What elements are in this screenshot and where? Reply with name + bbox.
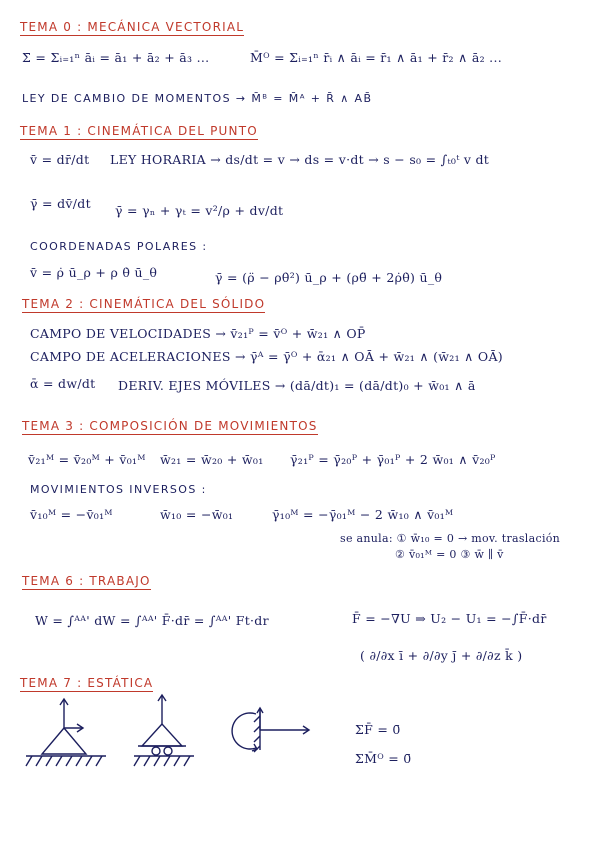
formula-velocity-field: CAMPO DE VELOCIDADES → v̄₂₁ᴾ = v̄ᴼ + w̄₂₁ ∧ OP̄ bbox=[30, 326, 366, 341]
section-title-tema-0: TEMA 0 : MECÁNICA VECTORIAL bbox=[20, 20, 245, 34]
formula-angular-composition: w̄₂₁ = w̄₂₀ + w̄₀₁ bbox=[160, 452, 264, 467]
fixed-embedment-diagram bbox=[228, 706, 318, 756]
section-title-tema-6: TEMA 6 : TRABAJO bbox=[22, 574, 151, 588]
formula-velocity: v̄ = dr̄/dt bbox=[30, 152, 90, 167]
formula-resultant: Σ̄ = Σᵢ₌₁ⁿ āᵢ = ā₁ + ā₂ + ā₃ ... bbox=[22, 50, 210, 65]
formula-work: W = ∫ᴬᴬ' dW = ∫ᴬᴬ' F̄·dr̄ = ∫ᴬᴬ' Ft·dr bbox=[35, 613, 269, 628]
formula-potential: F̄ = −∇̄U ⇒ U₂ − U₁ = −∫F̄·dr̄ bbox=[352, 611, 547, 626]
vanish-condition-1: se anula: ① w̄₁₀ = 0 → mov. traslación bbox=[340, 532, 561, 545]
vanish-condition-2: ② v̄₀₁ᴹ = 0 ③ w̄ ∥ v̄ bbox=[395, 548, 504, 561]
fixed-pin-support-diagram bbox=[20, 694, 110, 774]
formula-moving-axes: DERIV. EJES MÓVILES → (dā/dt)₁ = (dā/dt)₀ + w̄₀₁ ∧ ā bbox=[118, 378, 476, 393]
formula-inverse-acceleration: γ̄₁₀ᴹ = −γ̄₀₁ᴹ − 2 w̄₁₀ ∧ v̄₀₁ᴹ bbox=[272, 507, 454, 522]
formula-angular-acceleration: ᾱ = dw/dt bbox=[30, 376, 96, 391]
formula-acceleration-composition: γ̄₂₁ᴾ = γ̄₂₀ᴾ + γ̄₀₁ᴾ + 2 w̄₀₁ ∧ v̄₂₀ᴾ bbox=[290, 452, 496, 467]
formula-inverse-angular: w̄₁₀ = −w̄₀₁ bbox=[160, 507, 234, 522]
section-title-tema-3: TEMA 3 : COMPOSICIÓN DE MOVIMIENTOS bbox=[22, 419, 318, 433]
formula-intrinsic-acceleration: γ̄ = γₙ + γₜ = v²/ρ + dv/dt bbox=[115, 203, 284, 218]
inverse-movements-label: MOVIMIENTOS INVERSOS : bbox=[30, 483, 207, 496]
formula-nabla: ( ∂/∂x ī + ∂/∂y j̄ + ∂/∂z k̄ ) bbox=[360, 648, 523, 663]
formula-moment: M̄ᴼ = Σᵢ₌₁ⁿ r̄ᵢ ∧ āᵢ = r̄₁ ∧ ā₁ + r̄₂ ∧ ā₂ ... bbox=[250, 50, 502, 65]
section-title-tema-2: TEMA 2 : CINEMÁTICA DEL SÓLIDO bbox=[22, 297, 266, 311]
formula-force-equilibrium: ΣF̄ = 0̄ bbox=[355, 722, 401, 737]
formula-acceleration-field: CAMPO DE ACELERACIONES → γ̄ᴬ = γ̄ᴼ + ᾱ₂₁ ∧ OĀ + w̄₂₁ ∧ (w̄₂₁ ∧ OĀ) bbox=[30, 349, 503, 364]
formula-time-law: LEY HORARIA → ds/dt = v → ds = v·dt → s − s₀ = ∫ₜ₀ᵗ v dt bbox=[110, 152, 490, 167]
formula-moment-equilibrium: ΣM̄ᴼ = 0̄ bbox=[355, 751, 412, 766]
roller-support-diagram bbox=[120, 690, 210, 774]
formula-acceleration: γ̄ = dv̄/dt bbox=[30, 196, 91, 211]
section-title-tema-1: TEMA 1 : CINEMÁTICA DEL PUNTO bbox=[20, 124, 258, 138]
formula-polar-velocity: v̄ = ρ̇ ū_ρ + ρ θ̇ ū_θ bbox=[30, 265, 158, 280]
formula-polar-acceleration: γ̄ = (ρ̈ − ρθ̇²) ū_ρ + (ρθ̈ + 2ρ̇θ̇) ū_θ bbox=[215, 270, 443, 285]
formula-velocity-composition: v̄₂₁ᴹ = v̄₂₀ᴹ + v̄₀₁ᴹ bbox=[28, 452, 146, 467]
section-title-tema-7: TEMA 7 : ESTÁTICA bbox=[20, 676, 154, 690]
formula-inverse-velocity: v̄₁₀ᴹ = −v̄₀₁ᴹ bbox=[30, 507, 113, 522]
moment-change-law: LEY DE CAMBIO DE MOMENTOS → M̄ᴮ = M̄ᴬ + R̄ ∧ AB̄ bbox=[22, 92, 373, 105]
polar-coordinates-label: COORDENADAS POLARES : bbox=[30, 240, 208, 253]
